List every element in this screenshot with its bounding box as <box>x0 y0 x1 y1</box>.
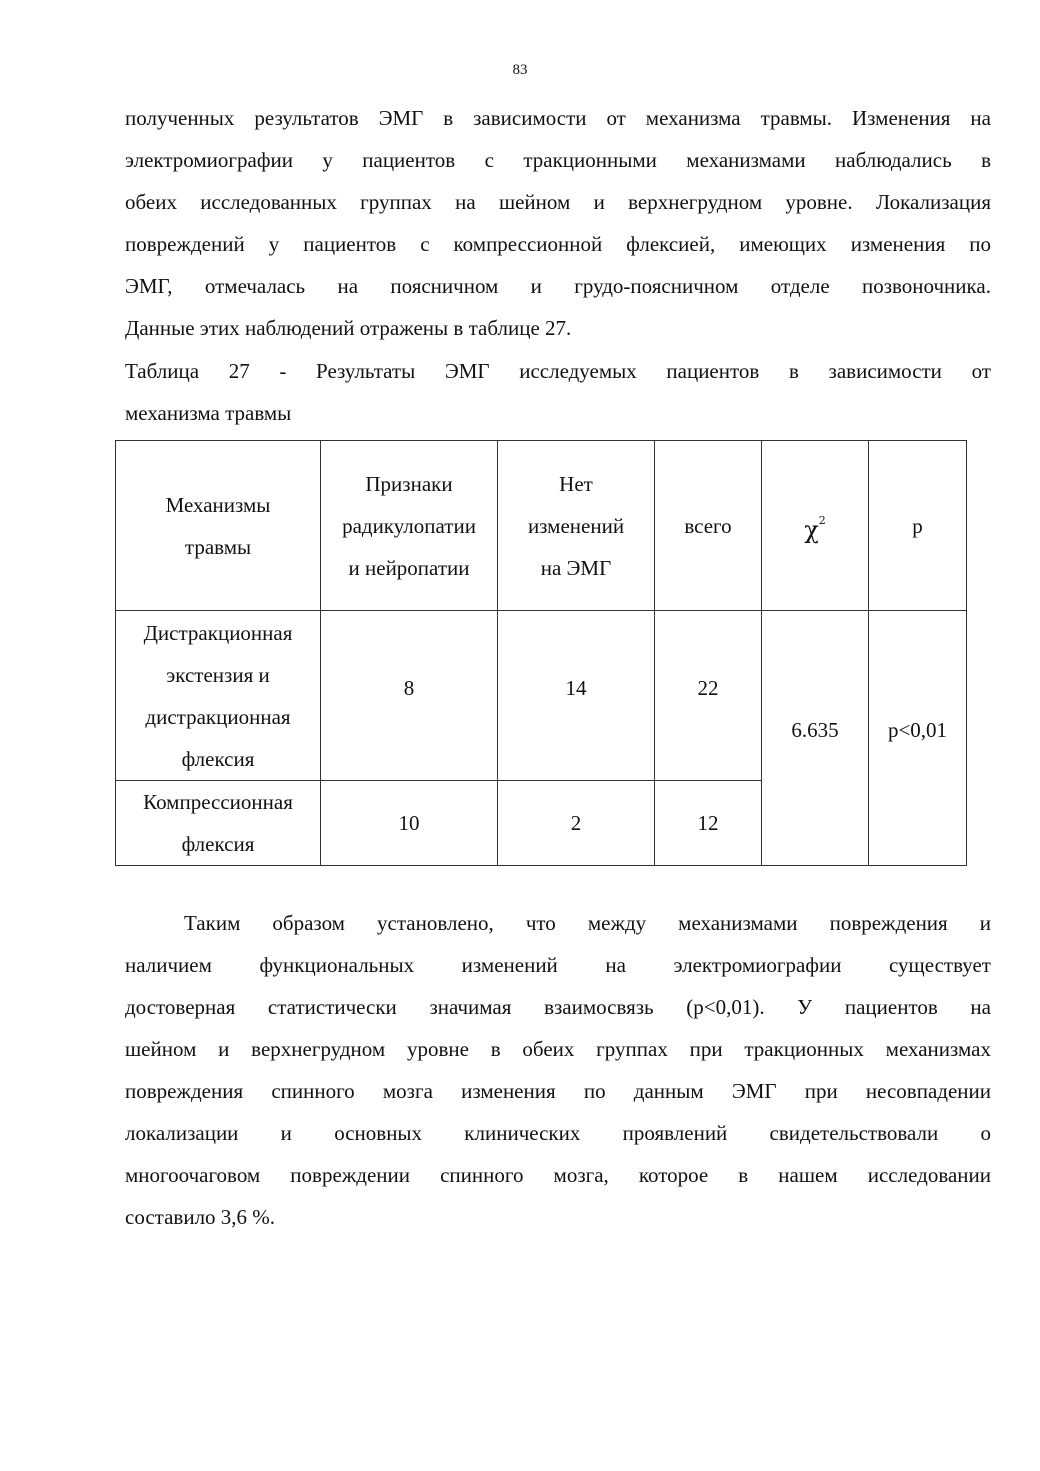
paragraph-line: достоверная статистически значимая взаимосвязь (p<0,01). У пациентов на <box>125 995 991 1019</box>
results-table <box>115 440 967 866</box>
header-no-changes: Нет изменений на ЭМГ <box>498 441 655 611</box>
cell-signs: 8 <box>321 611 498 781</box>
paragraph-line: полученных результатов ЭМГ в зависимости от механизма травмы. Изменения на <box>125 106 991 130</box>
header-mechanism: Механизмы травмы <box>116 441 321 611</box>
table-caption <box>125 350 991 434</box>
cell-signs: 10 <box>321 781 498 866</box>
cell-total: 22 <box>655 611 762 781</box>
page-number: 83 <box>512 62 528 78</box>
paragraph-line: повреждения спинного мозга изменения по данным ЭМГ при несовпадении <box>125 1079 991 1103</box>
cell-no-changes: 14 <box>498 611 655 781</box>
cell-no-changes: 2 <box>498 781 655 866</box>
table-header-row <box>116 441 967 611</box>
cell-p-value: p<0,01 <box>869 611 967 866</box>
caption-line: Таблица 27 - Результаты ЭМГ исследуемых пациентов в зависимости от <box>125 359 991 383</box>
paragraph-line: наличием функциональных изменений на электромиографии существует <box>125 953 991 977</box>
caption-line: механизма травмы <box>125 401 292 425</box>
paragraph-line: ЭМГ, отмечалась на поясничном и грудо-поясничном отделе позвоночника. <box>125 274 991 298</box>
cell-total: 12 <box>655 781 762 866</box>
paragraph-line: Таким образом установлено, что между механизмами повреждения и <box>184 911 991 935</box>
chi-symbol: χ <box>804 515 819 544</box>
paragraph-line: составило 3,6 %. <box>125 1205 276 1229</box>
cell-chi-value: 6.635 <box>762 611 869 866</box>
chi-power: 2 <box>818 513 826 527</box>
paragraph-line: повреждений у пациентов с компрессионной флексией, имеющих изменения по <box>125 232 991 256</box>
header-total: всего <box>655 441 762 611</box>
header-chi-square <box>762 441 869 611</box>
table-row <box>116 611 967 781</box>
header-p: p <box>869 441 967 611</box>
paragraph-line: локализации и основных клинических проявлений свидетельствовали о <box>125 1121 991 1145</box>
paragraph-line: шейном и верхнегрудном уровне в обеих группах при тракционных механизмах <box>125 1037 991 1061</box>
paragraph-1 <box>125 97 991 349</box>
paragraph-line: обеих исследованных группах на шейном и верхнегрудном уровне. Локализация <box>125 190 991 214</box>
header-signs: Признаки радикулопатии и нейропатии <box>321 441 498 611</box>
paragraph-line: электромиографии у пациентов с тракционными механизмами наблюдались в <box>125 148 991 172</box>
paragraph-line: многоочаговом повреждении спинного мозга, которое в нашем исследовании <box>125 1163 991 1187</box>
cell-mechanism: Дистракционная экстензия и дистракционная флексия <box>116 611 321 781</box>
cell-mechanism: Компрессионная флексия <box>116 781 321 866</box>
paragraph-2 <box>125 902 991 1238</box>
paragraph-line: Данные этих наблюдений отражены в таблице 27. <box>125 316 572 340</box>
